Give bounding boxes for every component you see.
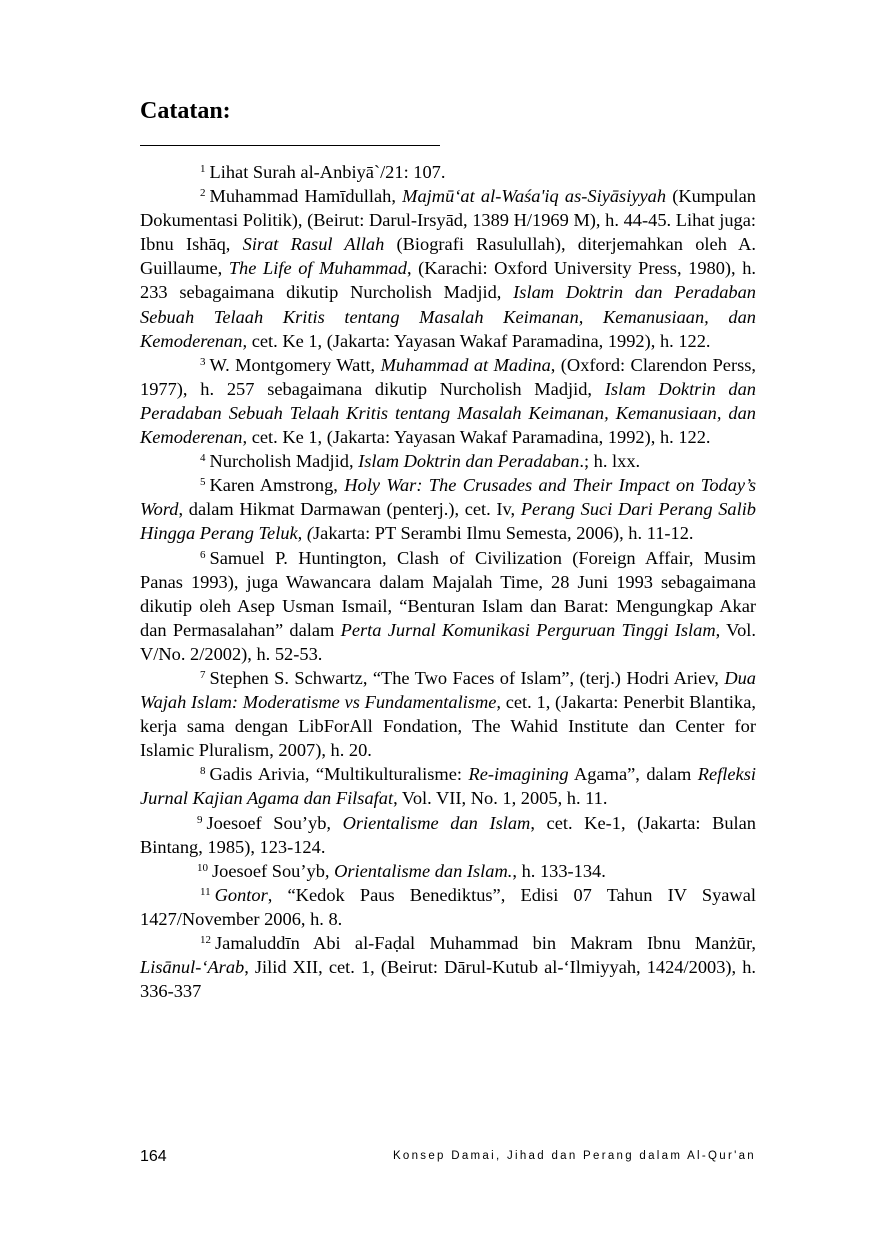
footnote-text: .; h. lxx. [579, 451, 641, 472]
footnote-text: (Kumpulan Dokumentasi Politik), (Beirut: Darul-Irsyād, 1389 H/1969 M), h. 44-45. Lihat juga: Ibnu Ishāq, [140, 186, 756, 255]
footnote-italic-text: Sirat Rasul Allah [242, 234, 385, 255]
footnote-italic-text: Lisānul-‘Arab [140, 957, 245, 978]
footnote-italic-text: Islam Doktrin dan Peradaban [358, 451, 580, 472]
footnote-text: , Jilid XII, cet. 1, (Beirut: Dārul-Kutub al-‘Ilmiyyah, 1424/2003), h. 336-337 [140, 957, 756, 1002]
footnote-number: 7 [200, 668, 206, 681]
footnote-text: (Biografi Rasulullah), diterjemahkan oleh A. Guillaume, [140, 234, 756, 279]
footnote-text: Nurcholish Madjid, [209, 451, 359, 472]
footnote-number: 4 [200, 452, 206, 465]
footnote-number: 12 [200, 934, 211, 946]
footnote-italic-text: Muhammad at Madina [380, 354, 551, 375]
footnote-number: 9 [197, 813, 203, 826]
footnote-6 [140, 546, 756, 666]
footnote-text: , (Karachi: Oxford University Press, 1980), h. 233 sebagaimana dikutip Nurcholish Madjid, [140, 258, 757, 303]
footnote-italic-text: Perta Jurnal Komunikasi Perguruan Tinggi Islam [340, 619, 716, 640]
footnote-text: , dalam Hikmat Darmawan (penterj.), cet. Iv, [178, 499, 521, 520]
footnote-number: 2 [200, 187, 206, 200]
notes-heading: Catatan: [140, 98, 231, 124]
footnote-text: Karen Amstrong, [209, 475, 345, 496]
footnote-7 [140, 666, 756, 762]
footnote-text: Jamaluddīn Abi al-Faḍal Muhammad bin Makram Ibnu Manżūr, [215, 933, 756, 953]
footnote-italic-text: Refleksi Jurnal Kajian Agama dan Filsafat [140, 764, 756, 809]
footnote-italic-text: , Orientalisme dan Islam. [324, 860, 513, 881]
footnote-text: Gadis Arivia, “Multikulturalisme: [209, 764, 469, 785]
footnote-italic-text: , Orientalisme dan Islam [326, 812, 531, 833]
footnote-text: cet. 1, (Jakarta: Penerbit Blantika, kerja sama dengan LibForAll Fondation, The Wahid Institute dan Center for Islamic Pluralism, 2007), h. 20. [140, 692, 756, 761]
footnote-2 [140, 184, 756, 353]
footnote-text: Agama”, dalam [568, 764, 698, 785]
footnote-text: cet. Ke 1, (Jakarta: Yayasan Wakaf Paramadina, 1992), h. 122. [247, 427, 711, 448]
footnote-italic-text: Islam Doktrin dan Peradaban Sebuah Telaah Kritis tentang Masalah Keimanan, Kemanusiaan, dan Kemoderenan, [140, 282, 756, 351]
footnote-text: , “Kedok Paus Benediktus”, Edisi 07 Tahun IV Syawal 1427/November 2006, h. 8. [140, 884, 756, 929]
footnote-3 [140, 353, 756, 449]
footnote-5 [140, 473, 756, 545]
footnote-12 [140, 931, 756, 1003]
footnote-text: Jakarta: PT Serambi Ilmu Semesta, 2006), h. 11-12. [313, 523, 694, 544]
footnote-11 [140, 883, 756, 931]
footnote-number: 3 [200, 355, 206, 368]
footnote-italic-text: Islam Doktrin dan Peradaban Sebuah Telaah Kritis tentang Masalah Keimanan, Kemanusiaan, dan Kemoderenan, [140, 378, 756, 448]
footnotes-list [140, 160, 756, 1003]
footnote-1 [140, 160, 756, 184]
footnote-text: , cet. Ke-1, (Jakarta: Bulan Bintang, 1985), 123-124. [140, 812, 757, 857]
footnote-number: 1 [200, 163, 206, 175]
footnote-text: cet. Ke 1, (Jakarta: Yayasan Wakaf Paramadina, 1992), h. 122. [247, 330, 711, 351]
footnote-italic-text: Majmū‘at al-Waśa'iq as-Siyāsiyyah [402, 186, 667, 207]
footnote-number: 6 [200, 548, 206, 561]
footnote-number: 8 [200, 765, 206, 778]
footnote-number: 10 [197, 861, 208, 874]
footnote-9 [140, 811, 756, 859]
footnote-italic-text: Gontor [214, 884, 268, 905]
page-footer [140, 1148, 756, 1172]
footnote-text: , Vol. V/No. 2/2002), h. 52-53. [140, 619, 756, 664]
page-number: 164 [140, 1148, 167, 1165]
footnote-8 [140, 762, 756, 810]
footnote-text: , h. 133-134. [512, 860, 606, 881]
footnote-italic-text: The Life of Muhammad [228, 258, 407, 279]
footnote-text: Muhammad Hamīdullah, [209, 186, 403, 207]
footnote-text: Lihat Surah al-Anbiyā`/21: 107. [209, 162, 446, 182]
footnote-text: Stephen S. Schwartz, “The Two Faces of Islam”, (terj.) Hodri Ariev, [209, 667, 725, 688]
footnote-text: Samuel P. Huntington, Clash of Civilization (Foreign Affair, Musim Panas 1993), juga Wawancara dalam Majalah Time, 28 Juni 1993 sebagaimana dikutip oleh Asep Usman Ismail, “Benturan Islam dan Barat: Mengungkap Akar dan Permasalahan” dalam [140, 547, 756, 640]
footnote-italic-text: Holy War: The Crusades and Their Impact on Today’s Word [140, 475, 756, 520]
running-title: Konsep Damai, Jihad dan Perang dalam Al-Qur'an [392, 1150, 756, 1162]
footnote-italic-text: Dua Wajah Islam: Moderatisme vs Fundamentalisme, [140, 667, 756, 713]
footnote-number: 5 [200, 476, 206, 489]
footnote-text: Joesoef Sou’yb [212, 860, 325, 881]
footnote-number: 11 [200, 885, 211, 898]
footnote-italic-text: Perang Suci Dari Perang Salib Hingga Perang Teluk, ( [140, 499, 756, 544]
footnote-text: Joesoef Sou’yb [206, 812, 327, 833]
footnote-10 [140, 859, 756, 883]
footnote-italic-text: Re-imagining [468, 764, 569, 785]
heading-divider [140, 145, 440, 146]
footnote-text: , Vol. VII, No. 1, 2005, h. 11. [393, 788, 608, 809]
footnote-text: , (Oxford: Clarendon Perss, 1977), h. 257 sebagaimana dikutip Nurcholish Madjid, [140, 354, 756, 399]
footnote-text: W. Montgomery Watt, [209, 354, 381, 375]
footnote-4 [140, 449, 756, 473]
